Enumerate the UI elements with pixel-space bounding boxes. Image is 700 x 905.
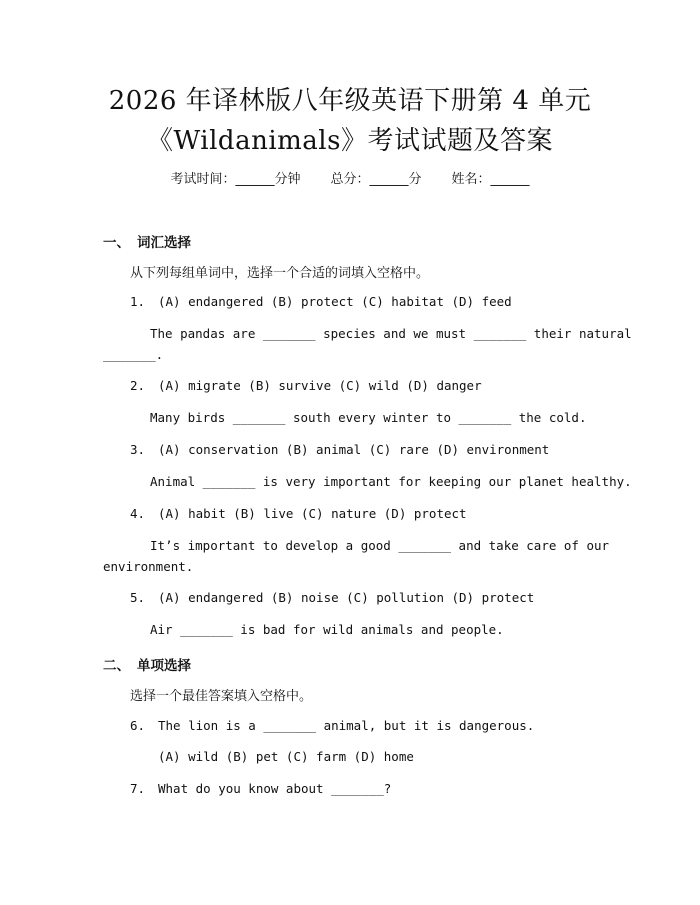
student-name: 姓名：______	[451, 172, 530, 187]
question-sentence-continued: _______.	[103, 347, 164, 362]
question-sentence: Animal _______ is very important for keeping our planet healthy.	[150, 474, 632, 489]
question-options: (A) endangered (B) protect (C) habitat (D) feed	[158, 294, 512, 309]
question-number: 1.	[130, 294, 146, 309]
section-heading-1	[103, 231, 191, 251]
question-number: 4.	[130, 506, 146, 521]
section-number: 二、	[103, 658, 130, 674]
section-number: 一、	[103, 235, 130, 251]
section-heading-2	[103, 654, 191, 674]
question-number: 7.	[130, 781, 146, 796]
section-title: 单项选择	[137, 658, 191, 674]
question-sentence-continued: environment.	[103, 559, 194, 574]
question-stem: What do you know about _______?	[158, 781, 392, 796]
question-sentence: Many birds _______ south every winter to _______ the cold.	[150, 410, 587, 425]
question-options: (A) conservation (B) animal (C) rare (D) environment	[158, 442, 550, 457]
question-options: (A) migrate (B) survive (C) wild (D) danger	[158, 378, 482, 393]
section-title: 词汇选择	[137, 235, 191, 251]
exam-info	[0, 168, 700, 187]
question-number: 5.	[130, 590, 146, 605]
question-number: 6.	[130, 718, 146, 733]
question-sentence: It’s important to develop a good _______ and take care of our	[150, 538, 610, 553]
total-score: 总分：______分	[330, 172, 422, 187]
question-options: (A) wild (B) pet (C) farm (D) home	[158, 749, 414, 764]
question-number: 3.	[130, 442, 146, 457]
document-title-line1: 2026 年译林版八年级英语下册第 4 单元	[108, 86, 592, 116]
section-instruction: 从下列每组单词中，选择一个合适的词填入空格中。	[130, 266, 430, 281]
section-instruction: 选择一个最佳答案填入空格中。	[130, 689, 313, 704]
question-sentence: The pandas are _______ species and we must _______ their natural	[150, 326, 632, 341]
question-stem: The lion is a _______ animal, but it is dangerous.	[158, 718, 535, 733]
question-number: 2.	[130, 378, 146, 393]
exam-time: 考试时间：______分钟	[170, 172, 301, 187]
question-options: (A) endangered (B) noise (C) pollution (D) protect	[158, 590, 535, 605]
question-sentence: Air _______ is bad for wild animals and people.	[150, 622, 504, 637]
document-title-line2: 《Wildanimals》考试试题及答案	[147, 126, 553, 156]
question-options: (A) habit (B) live (C) nature (D) protect	[158, 506, 467, 521]
